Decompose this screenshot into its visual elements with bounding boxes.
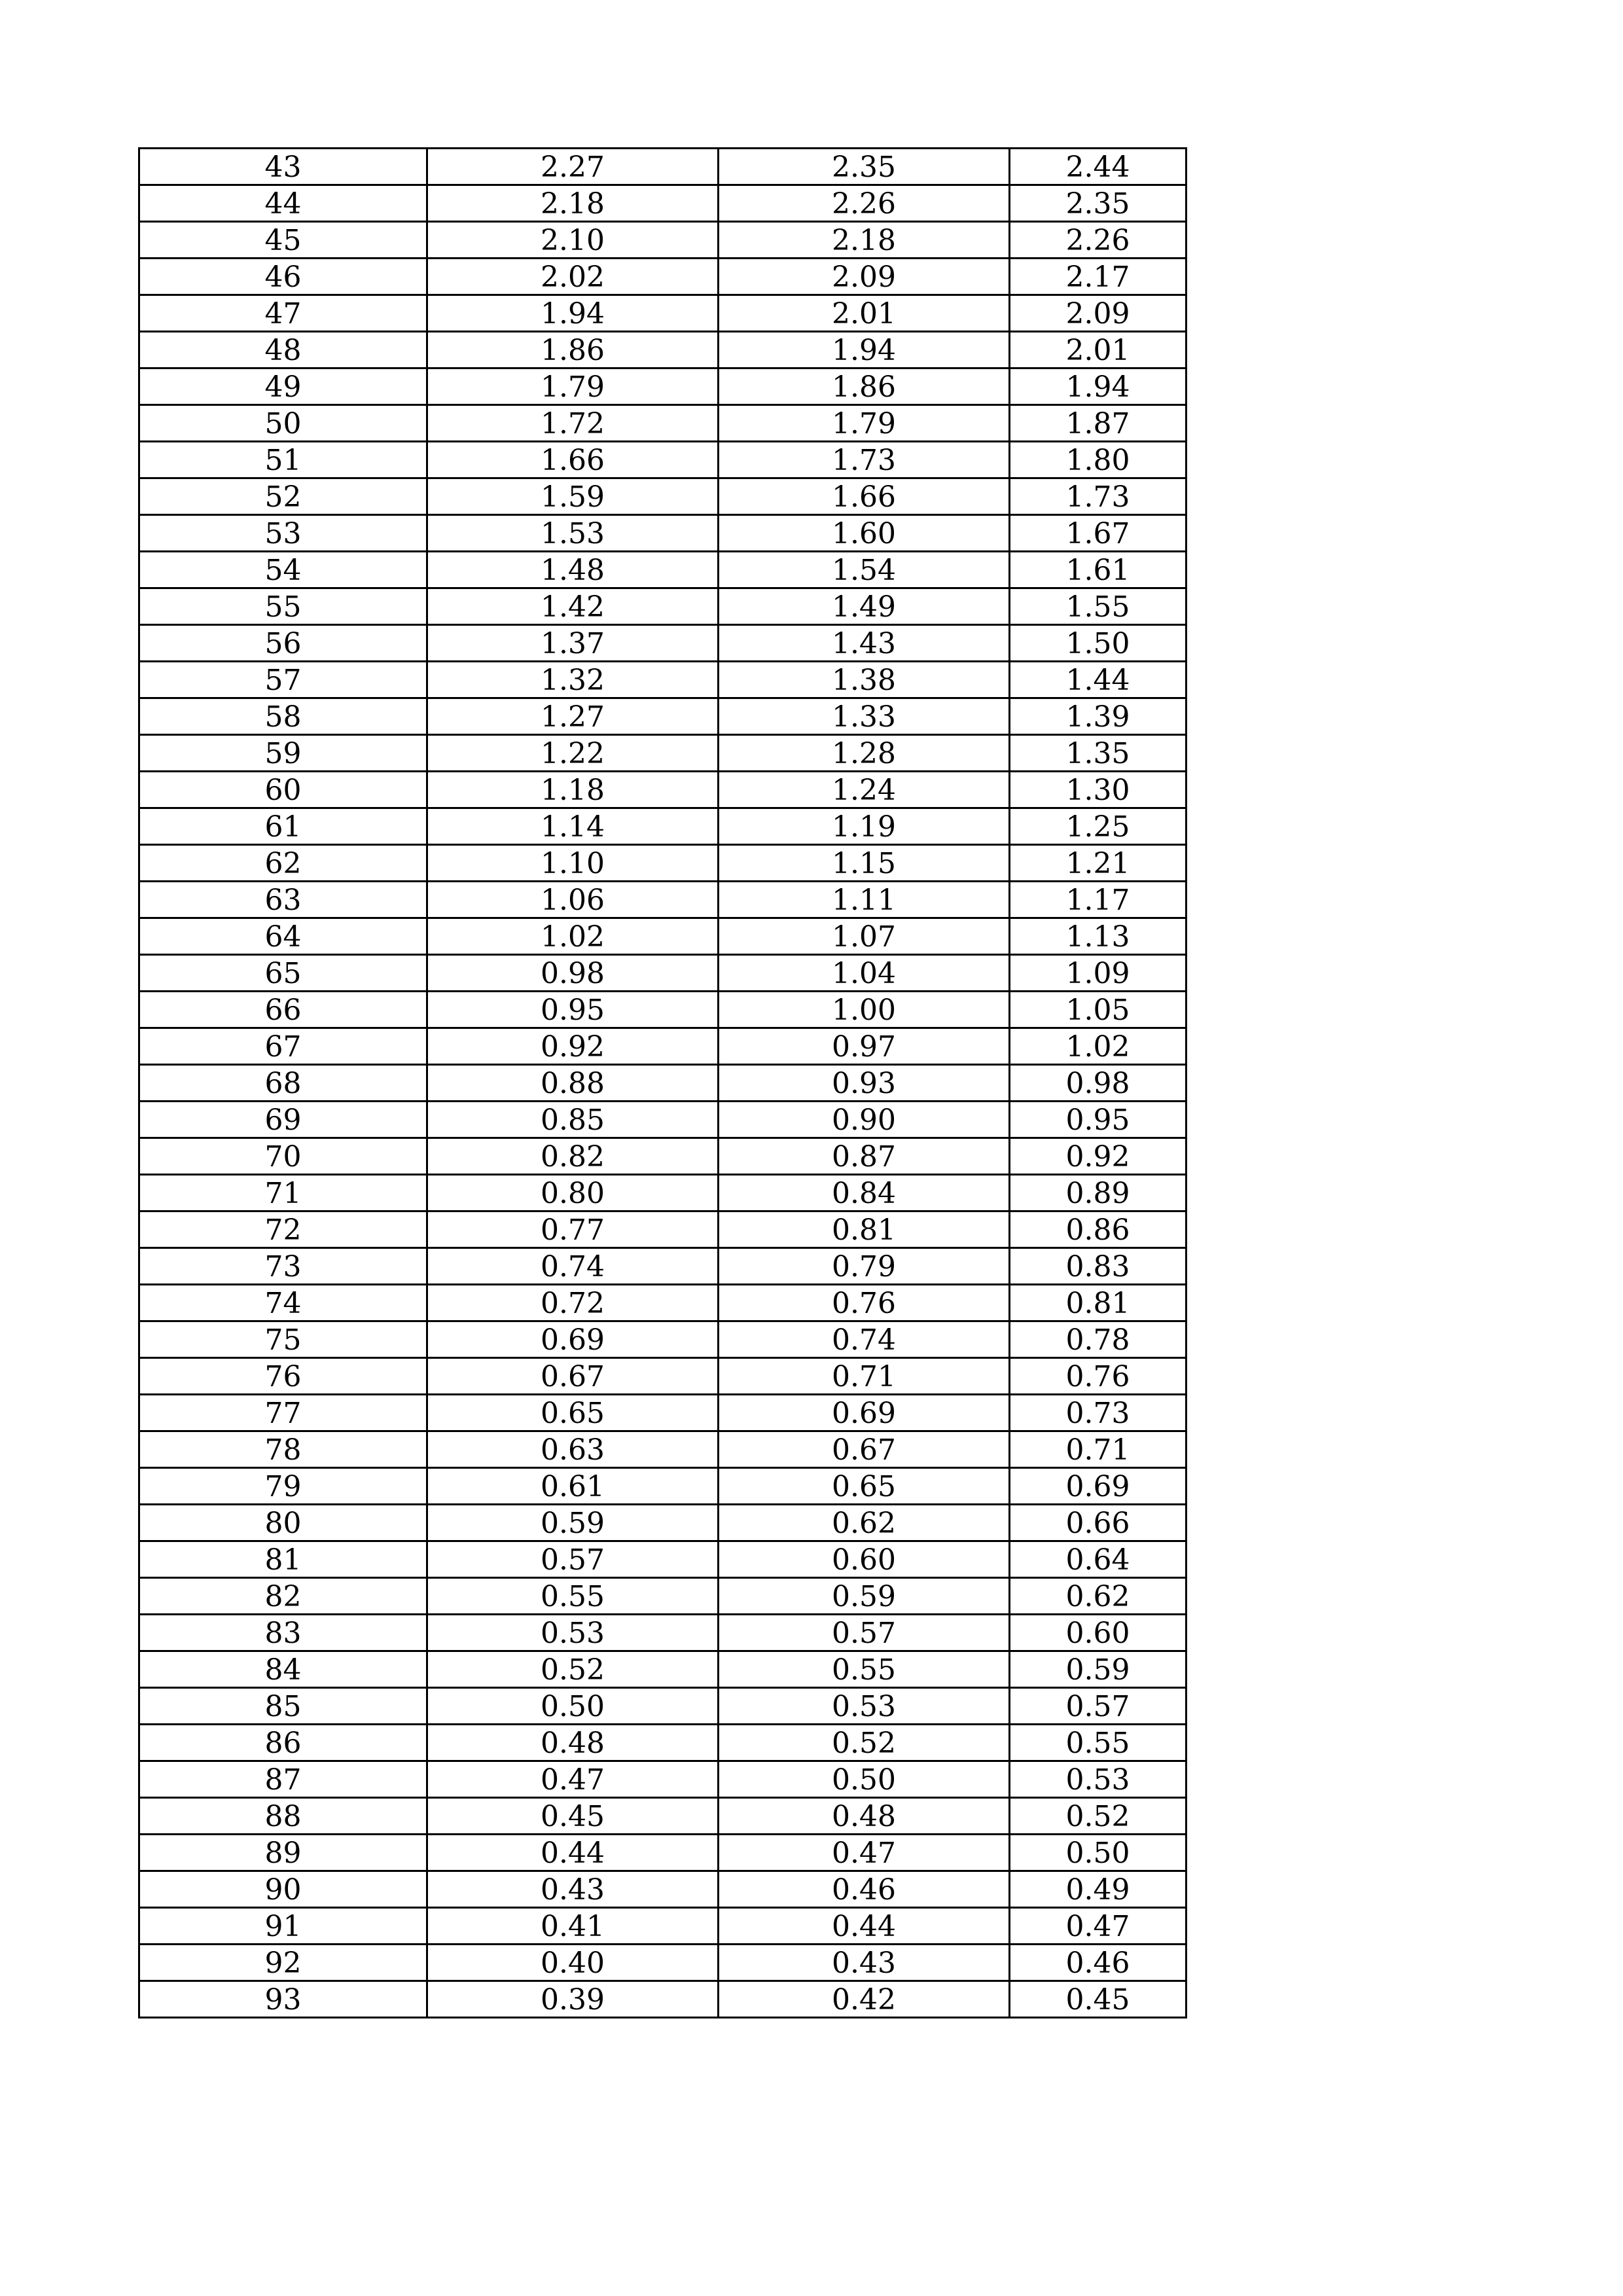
value-cell-col2: 1.18: [427, 772, 719, 808]
value-cell-col3: 2.18: [719, 222, 1010, 259]
table-row: [139, 185, 1186, 222]
value-cell-col3: 0.57: [719, 1615, 1010, 1651]
row-index-cell: 48: [139, 332, 427, 368]
value-cell-col4: 1.39: [1010, 698, 1186, 735]
table-row: [139, 955, 1186, 992]
row-index-cell: 66: [139, 992, 427, 1028]
value-cell-col2: 1.59: [427, 478, 719, 515]
value-cell-col2: 1.53: [427, 515, 719, 552]
value-cell-col3: 0.43: [719, 1945, 1010, 1981]
value-cell-col3: 0.59: [719, 1578, 1010, 1615]
value-cell-col4: 1.80: [1010, 442, 1186, 478]
value-cell-col2: 1.79: [427, 368, 719, 405]
value-cell-col2: 1.37: [427, 625, 719, 662]
value-cell-col2: 1.66: [427, 442, 719, 478]
row-index-cell: 82: [139, 1578, 427, 1615]
table-row: [139, 1358, 1186, 1395]
row-index-cell: 85: [139, 1688, 427, 1725]
value-cell-col3: 1.38: [719, 662, 1010, 698]
value-cell-col3: 0.48: [719, 1798, 1010, 1835]
table-row: [139, 1541, 1186, 1578]
table-row: [139, 1395, 1186, 1431]
value-cell-col4: 1.17: [1010, 882, 1186, 918]
table-row: [139, 442, 1186, 478]
row-index-cell: 80: [139, 1505, 427, 1541]
value-cell-col2: 1.06: [427, 882, 719, 918]
table-row: [139, 625, 1186, 662]
value-cell-col2: 0.65: [427, 1395, 719, 1431]
value-cell-col2: 0.50: [427, 1688, 719, 1725]
value-cell-col4: 1.21: [1010, 845, 1186, 882]
value-cell-col4: 2.09: [1010, 295, 1186, 332]
value-cell-col2: 0.61: [427, 1468, 719, 1505]
table-row: [139, 1835, 1186, 1871]
value-cell-col3: 1.11: [719, 882, 1010, 918]
table-row: [139, 1211, 1186, 1248]
row-index-cell: 57: [139, 662, 427, 698]
table-row: [139, 808, 1186, 845]
value-cell-col4: 0.60: [1010, 1615, 1186, 1651]
table-row: [139, 662, 1186, 698]
row-index-cell: 91: [139, 1908, 427, 1945]
table-row: [139, 1102, 1186, 1138]
value-cell-col2: 2.27: [427, 149, 719, 185]
row-index-cell: 81: [139, 1541, 427, 1578]
value-cell-col2: 0.41: [427, 1908, 719, 1945]
value-cell-col3: 1.19: [719, 808, 1010, 845]
row-index-cell: 49: [139, 368, 427, 405]
table-row: [139, 1431, 1186, 1468]
value-cell-col4: 0.86: [1010, 1211, 1186, 1248]
value-cell-col4: 0.59: [1010, 1651, 1186, 1688]
value-cell-col4: 1.13: [1010, 918, 1186, 955]
row-index-cell: 75: [139, 1321, 427, 1358]
value-cell-col3: 0.55: [719, 1651, 1010, 1688]
value-cell-col4: 0.49: [1010, 1871, 1186, 1908]
value-cell-col3: 1.15: [719, 845, 1010, 882]
value-cell-col4: 0.53: [1010, 1761, 1186, 1798]
row-index-cell: 58: [139, 698, 427, 735]
table-row: [139, 1321, 1186, 1358]
value-cell-col4: 0.62: [1010, 1578, 1186, 1615]
row-index-cell: 74: [139, 1285, 427, 1321]
row-index-cell: 60: [139, 772, 427, 808]
row-index-cell: 71: [139, 1175, 427, 1211]
value-cell-col2: 0.47: [427, 1761, 719, 1798]
row-index-cell: 50: [139, 405, 427, 442]
value-cell-col2: 0.67: [427, 1358, 719, 1395]
value-cell-col2: 0.48: [427, 1725, 719, 1761]
table-row: [139, 1688, 1186, 1725]
value-cell-col3: 1.07: [719, 918, 1010, 955]
row-index-cell: 87: [139, 1761, 427, 1798]
table-row: [139, 735, 1186, 772]
table-row: [139, 1871, 1186, 1908]
table-row: [139, 1578, 1186, 1615]
row-index-cell: 47: [139, 295, 427, 332]
row-index-cell: 46: [139, 259, 427, 295]
table-row: [139, 845, 1186, 882]
value-cell-col3: 0.69: [719, 1395, 1010, 1431]
row-index-cell: 72: [139, 1211, 427, 1248]
table-row: [139, 992, 1186, 1028]
row-index-cell: 89: [139, 1835, 427, 1871]
row-index-cell: 51: [139, 442, 427, 478]
value-cell-col2: 0.80: [427, 1175, 719, 1211]
table-row: [139, 405, 1186, 442]
row-index-cell: 69: [139, 1102, 427, 1138]
value-cell-col3: 0.52: [719, 1725, 1010, 1761]
value-cell-col4: 0.73: [1010, 1395, 1186, 1431]
table-row: [139, 1798, 1186, 1835]
value-cell-col3: 0.46: [719, 1871, 1010, 1908]
value-cell-col3: 1.79: [719, 405, 1010, 442]
value-cell-col3: 0.74: [719, 1321, 1010, 1358]
value-cell-col4: 1.09: [1010, 955, 1186, 992]
value-cell-col3: 1.54: [719, 552, 1010, 588]
value-cell-col4: 1.02: [1010, 1028, 1186, 1065]
table-row: [139, 1761, 1186, 1798]
value-cell-col2: 0.82: [427, 1138, 719, 1175]
value-cell-col4: 1.50: [1010, 625, 1186, 662]
value-cell-col4: 0.98: [1010, 1065, 1186, 1102]
row-index-cell: 56: [139, 625, 427, 662]
row-index-cell: 92: [139, 1945, 427, 1981]
value-cell-col2: 0.43: [427, 1871, 719, 1908]
value-cell-col2: 0.55: [427, 1578, 719, 1615]
value-cell-col4: 2.26: [1010, 222, 1186, 259]
row-index-cell: 53: [139, 515, 427, 552]
value-cell-col3: 2.26: [719, 185, 1010, 222]
row-index-cell: 93: [139, 1981, 427, 2018]
table-row: [139, 1175, 1186, 1211]
value-cell-col3: 0.60: [719, 1541, 1010, 1578]
table-row: [139, 1981, 1186, 2018]
value-cell-col2: 0.95: [427, 992, 719, 1028]
row-index-cell: 77: [139, 1395, 427, 1431]
value-cell-col3: 0.79: [719, 1248, 1010, 1285]
value-cell-col4: 0.50: [1010, 1835, 1186, 1871]
value-cell-col4: 0.52: [1010, 1798, 1186, 1835]
value-cell-col3: 1.28: [719, 735, 1010, 772]
table-row: [139, 1285, 1186, 1321]
value-cell-col4: 0.89: [1010, 1175, 1186, 1211]
table-row: [139, 918, 1186, 955]
table-row: [139, 1028, 1186, 1065]
value-cell-col4: 0.95: [1010, 1102, 1186, 1138]
table-row: [139, 698, 1186, 735]
table-row: [139, 1945, 1186, 1981]
value-cell-col2: 0.44: [427, 1835, 719, 1871]
value-cell-col4: 0.78: [1010, 1321, 1186, 1358]
row-index-cell: 59: [139, 735, 427, 772]
value-cell-col2: 1.10: [427, 845, 719, 882]
row-index-cell: 65: [139, 955, 427, 992]
value-cell-col2: 0.74: [427, 1248, 719, 1285]
table-row: [139, 1908, 1186, 1945]
row-index-cell: 52: [139, 478, 427, 515]
row-index-cell: 73: [139, 1248, 427, 1285]
value-cell-col4: 1.25: [1010, 808, 1186, 845]
value-cell-col2: 0.92: [427, 1028, 719, 1065]
value-cell-col3: 0.76: [719, 1285, 1010, 1321]
value-cell-col2: 0.45: [427, 1798, 719, 1835]
value-cell-col2: 0.39: [427, 1981, 719, 2018]
row-index-cell: 83: [139, 1615, 427, 1651]
value-cell-col2: 2.10: [427, 222, 719, 259]
row-index-cell: 45: [139, 222, 427, 259]
table-row: [139, 552, 1186, 588]
value-cell-col2: 1.27: [427, 698, 719, 735]
value-cell-col3: 0.93: [719, 1065, 1010, 1102]
value-cell-col3: 0.53: [719, 1688, 1010, 1725]
row-index-cell: 84: [139, 1651, 427, 1688]
value-cell-col4: 0.92: [1010, 1138, 1186, 1175]
table-row: [139, 1065, 1186, 1102]
value-cell-col2: 1.86: [427, 332, 719, 368]
row-index-cell: 54: [139, 552, 427, 588]
value-cell-col3: 0.81: [719, 1211, 1010, 1248]
table-row: [139, 1468, 1186, 1505]
row-index-cell: 44: [139, 185, 427, 222]
value-cell-col4: 1.73: [1010, 478, 1186, 515]
row-index-cell: 64: [139, 918, 427, 955]
value-cell-col4: 1.87: [1010, 405, 1186, 442]
row-index-cell: 90: [139, 1871, 427, 1908]
table-row: [139, 332, 1186, 368]
value-cell-col2: 0.69: [427, 1321, 719, 1358]
value-cell-col3: 0.44: [719, 1908, 1010, 1945]
value-cell-col3: 1.73: [719, 442, 1010, 478]
value-cell-col2: 1.72: [427, 405, 719, 442]
value-cell-col4: 2.35: [1010, 185, 1186, 222]
value-cell-col4: 0.46: [1010, 1945, 1186, 1981]
value-cell-col4: 1.61: [1010, 552, 1186, 588]
value-cell-col4: 2.17: [1010, 259, 1186, 295]
value-cell-col3: 1.60: [719, 515, 1010, 552]
value-cell-col3: 0.90: [719, 1102, 1010, 1138]
value-cell-col4: 1.55: [1010, 588, 1186, 625]
row-index-cell: 68: [139, 1065, 427, 1102]
value-cell-col2: 2.02: [427, 259, 719, 295]
value-cell-col4: 0.57: [1010, 1688, 1186, 1725]
table-row: [139, 515, 1186, 552]
value-cell-col3: 0.97: [719, 1028, 1010, 1065]
value-cell-col3: 0.84: [719, 1175, 1010, 1211]
row-index-cell: 76: [139, 1358, 427, 1395]
value-cell-col3: 1.00: [719, 992, 1010, 1028]
value-cell-col3: 1.43: [719, 625, 1010, 662]
value-cell-col3: 2.09: [719, 259, 1010, 295]
value-cell-col3: 0.42: [719, 1981, 1010, 2018]
value-cell-col4: 0.81: [1010, 1285, 1186, 1321]
row-index-cell: 61: [139, 808, 427, 845]
value-cell-col3: 1.24: [719, 772, 1010, 808]
value-cell-col3: 0.50: [719, 1761, 1010, 1798]
row-index-cell: 63: [139, 882, 427, 918]
value-cell-col3: 1.33: [719, 698, 1010, 735]
value-cell-col3: 0.87: [719, 1138, 1010, 1175]
table-body: [139, 149, 1186, 2018]
value-cell-col4: 0.76: [1010, 1358, 1186, 1395]
value-cell-col3: 1.94: [719, 332, 1010, 368]
table-row: [139, 259, 1186, 295]
value-cell-col3: 1.04: [719, 955, 1010, 992]
value-cell-col4: 0.69: [1010, 1468, 1186, 1505]
value-cell-col2: 1.48: [427, 552, 719, 588]
table-row: [139, 1651, 1186, 1688]
row-index-cell: 88: [139, 1798, 427, 1835]
value-cell-col3: 1.66: [719, 478, 1010, 515]
value-cell-col4: 0.64: [1010, 1541, 1186, 1578]
row-index-cell: 67: [139, 1028, 427, 1065]
value-cell-col4: 0.45: [1010, 1981, 1186, 2018]
value-cell-col4: 2.44: [1010, 149, 1186, 185]
value-cell-col2: 1.42: [427, 588, 719, 625]
value-cell-col3: 1.86: [719, 368, 1010, 405]
value-cell-col4: 1.67: [1010, 515, 1186, 552]
table-row: [139, 1725, 1186, 1761]
value-cell-col3: 0.62: [719, 1505, 1010, 1541]
value-cell-col3: 0.65: [719, 1468, 1010, 1505]
value-cell-col2: 1.14: [427, 808, 719, 845]
value-cell-col2: 0.40: [427, 1945, 719, 1981]
row-index-cell: 55: [139, 588, 427, 625]
value-cell-col2: 1.94: [427, 295, 719, 332]
value-cell-col2: 0.77: [427, 1211, 719, 1248]
table-row: [139, 882, 1186, 918]
value-cell-col4: 0.83: [1010, 1248, 1186, 1285]
value-cell-col3: 0.71: [719, 1358, 1010, 1395]
value-cell-col2: 2.18: [427, 185, 719, 222]
row-index-cell: 78: [139, 1431, 427, 1468]
table-row: [139, 1248, 1186, 1285]
table-row: [139, 222, 1186, 259]
table-row: [139, 1138, 1186, 1175]
table-row: [139, 149, 1186, 185]
value-cell-col2: 0.57: [427, 1541, 719, 1578]
row-index-cell: 79: [139, 1468, 427, 1505]
value-cell-col2: 0.72: [427, 1285, 719, 1321]
value-cell-col3: 0.67: [719, 1431, 1010, 1468]
value-cell-col4: 1.44: [1010, 662, 1186, 698]
value-cell-col3: 1.49: [719, 588, 1010, 625]
value-cell-col4: 0.71: [1010, 1431, 1186, 1468]
value-cell-col4: 0.55: [1010, 1725, 1186, 1761]
value-cell-col2: 1.02: [427, 918, 719, 955]
table-row: [139, 478, 1186, 515]
table-row: [139, 1505, 1186, 1541]
value-cell-col4: 1.94: [1010, 368, 1186, 405]
value-cell-col3: 2.01: [719, 295, 1010, 332]
value-cell-col2: 0.63: [427, 1431, 719, 1468]
row-index-cell: 86: [139, 1725, 427, 1761]
table-row: [139, 588, 1186, 625]
table-row: [139, 295, 1186, 332]
value-cell-col2: 1.32: [427, 662, 719, 698]
value-cell-col2: 0.59: [427, 1505, 719, 1541]
value-cell-col3: 2.35: [719, 149, 1010, 185]
row-index-cell: 62: [139, 845, 427, 882]
value-cell-col4: 0.66: [1010, 1505, 1186, 1541]
table-row: [139, 1615, 1186, 1651]
value-cell-col4: 1.05: [1010, 992, 1186, 1028]
value-cell-col2: 1.22: [427, 735, 719, 772]
value-cell-col2: 0.52: [427, 1651, 719, 1688]
value-cell-col2: 0.85: [427, 1102, 719, 1138]
row-index-cell: 70: [139, 1138, 427, 1175]
value-cell-col4: 2.01: [1010, 332, 1186, 368]
value-cell-col4: 1.30: [1010, 772, 1186, 808]
table-row: [139, 772, 1186, 808]
value-cell-col2: 0.53: [427, 1615, 719, 1651]
row-index-cell: 43: [139, 149, 427, 185]
value-cell-col2: 0.88: [427, 1065, 719, 1102]
table-row: [139, 368, 1186, 405]
value-cell-col3: 0.47: [719, 1835, 1010, 1871]
value-cell-col2: 0.98: [427, 955, 719, 992]
value-cell-col4: 0.47: [1010, 1908, 1186, 1945]
data-table: [138, 147, 1187, 2018]
value-cell-col4: 1.35: [1010, 735, 1186, 772]
